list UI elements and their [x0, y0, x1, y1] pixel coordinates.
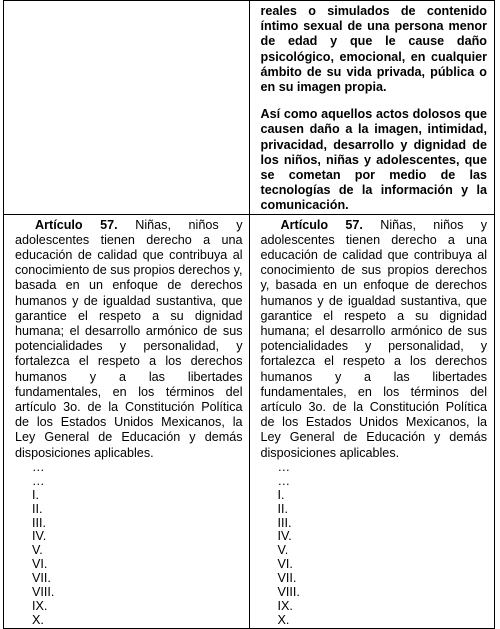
- reform-paragraph-1: reales o simulados de contenido íntimo sexual de una persona menor de edad y que le cause daño psicológico, emocional, en cualquier ámbito de su vida privada, pública o en su imagen propia.: [260, 4, 487, 95]
- list-item: …: [32, 459, 45, 474]
- list-item: VI.: [277, 557, 293, 572]
- list-item: …: [277, 459, 291, 474]
- list-item: X.: [277, 612, 290, 627]
- list-item: …: [277, 473, 291, 488]
- comparison-table: [3, 0, 495, 629]
- article-body: Niñas, niños y adolescentes tienen derecho a una educación de calidad que contribuya al conocimiento de sus propios derechos y, basada en un enfoque de derechos humanos y de igualdad sustantiva, que garantice el respeto a su dignidad humana; el desarrollo armónico de sus potencialidades y personalidad, y fortalezca el respeto a los derechos humanos y a las libertades fundamentales, en los términos del artículo 3o. de la Constitución Política de los Estados Unidos Mexicanos, la Ley General de Educación y demás disposiciones aplicables.: [15, 217, 243, 460]
- table-row: [4, 1, 495, 215]
- list-item: IV.: [32, 529, 47, 544]
- fraction-list: [15, 461, 243, 628]
- list-item: III.: [277, 515, 292, 530]
- list-item: VII.: [32, 571, 51, 586]
- bottom-left-cell: [4, 214, 250, 628]
- article-title: Artículo 57.: [35, 217, 118, 232]
- list-item: I.: [32, 487, 39, 502]
- list-item: VI.: [32, 557, 48, 572]
- list-item: III.: [32, 515, 46, 530]
- article-57-proposed: [261, 218, 488, 461]
- list-item: II.: [32, 501, 43, 516]
- article-57-current: [15, 218, 243, 461]
- reform-paragraph-2: Así como aquellos actos dolosos que causen daño a la imagen, intimidad, privacidad, desarrollo y dignidad de los niños, niñas y adolescentes, que se cometan por medio de las tecnologías de la información y la comunicación.: [260, 107, 487, 213]
- list-item: V.: [277, 543, 289, 558]
- list-item: II.: [277, 501, 288, 516]
- list-item: V.: [32, 543, 43, 558]
- bottom-right-cell: [249, 214, 495, 628]
- list-item: VIII.: [277, 585, 300, 600]
- list-item: VIII.: [32, 585, 55, 600]
- fraction-list: [261, 461, 488, 628]
- table-row: [4, 214, 495, 628]
- article-body: Niñas, niños y adolescentes tienen derecho a una educación de calidad que contribuya al conocimiento de sus propios derechos y, basada en un enfoque de derechos humanos y de igualdad sustantiva, que garantice el respeto a su dignidad humana; el desarrollo armónico de sus potencialidades y personalidad, y fortalezca el respeto a los derechos humanos y a las libertades fundamentales, en los términos del artículo 3o. de la Constitución Política de los Estados Unidos Mexicanos, la Ley General de Educación y demás disposiciones aplicables.: [260, 217, 487, 460]
- article-title: Artículo 57.: [280, 217, 363, 232]
- top-left-text: [4, 1, 249, 4]
- list-item: IV.: [277, 529, 292, 544]
- list-item: I.: [277, 487, 285, 502]
- list-item: X.: [32, 612, 44, 627]
- list-item: IX.: [32, 598, 48, 613]
- list-item: …: [32, 473, 45, 488]
- list-item: VII.: [277, 571, 297, 586]
- top-right-cell: [249, 1, 495, 215]
- list-item: IX.: [277, 598, 293, 613]
- top-left-cell: [4, 1, 250, 215]
